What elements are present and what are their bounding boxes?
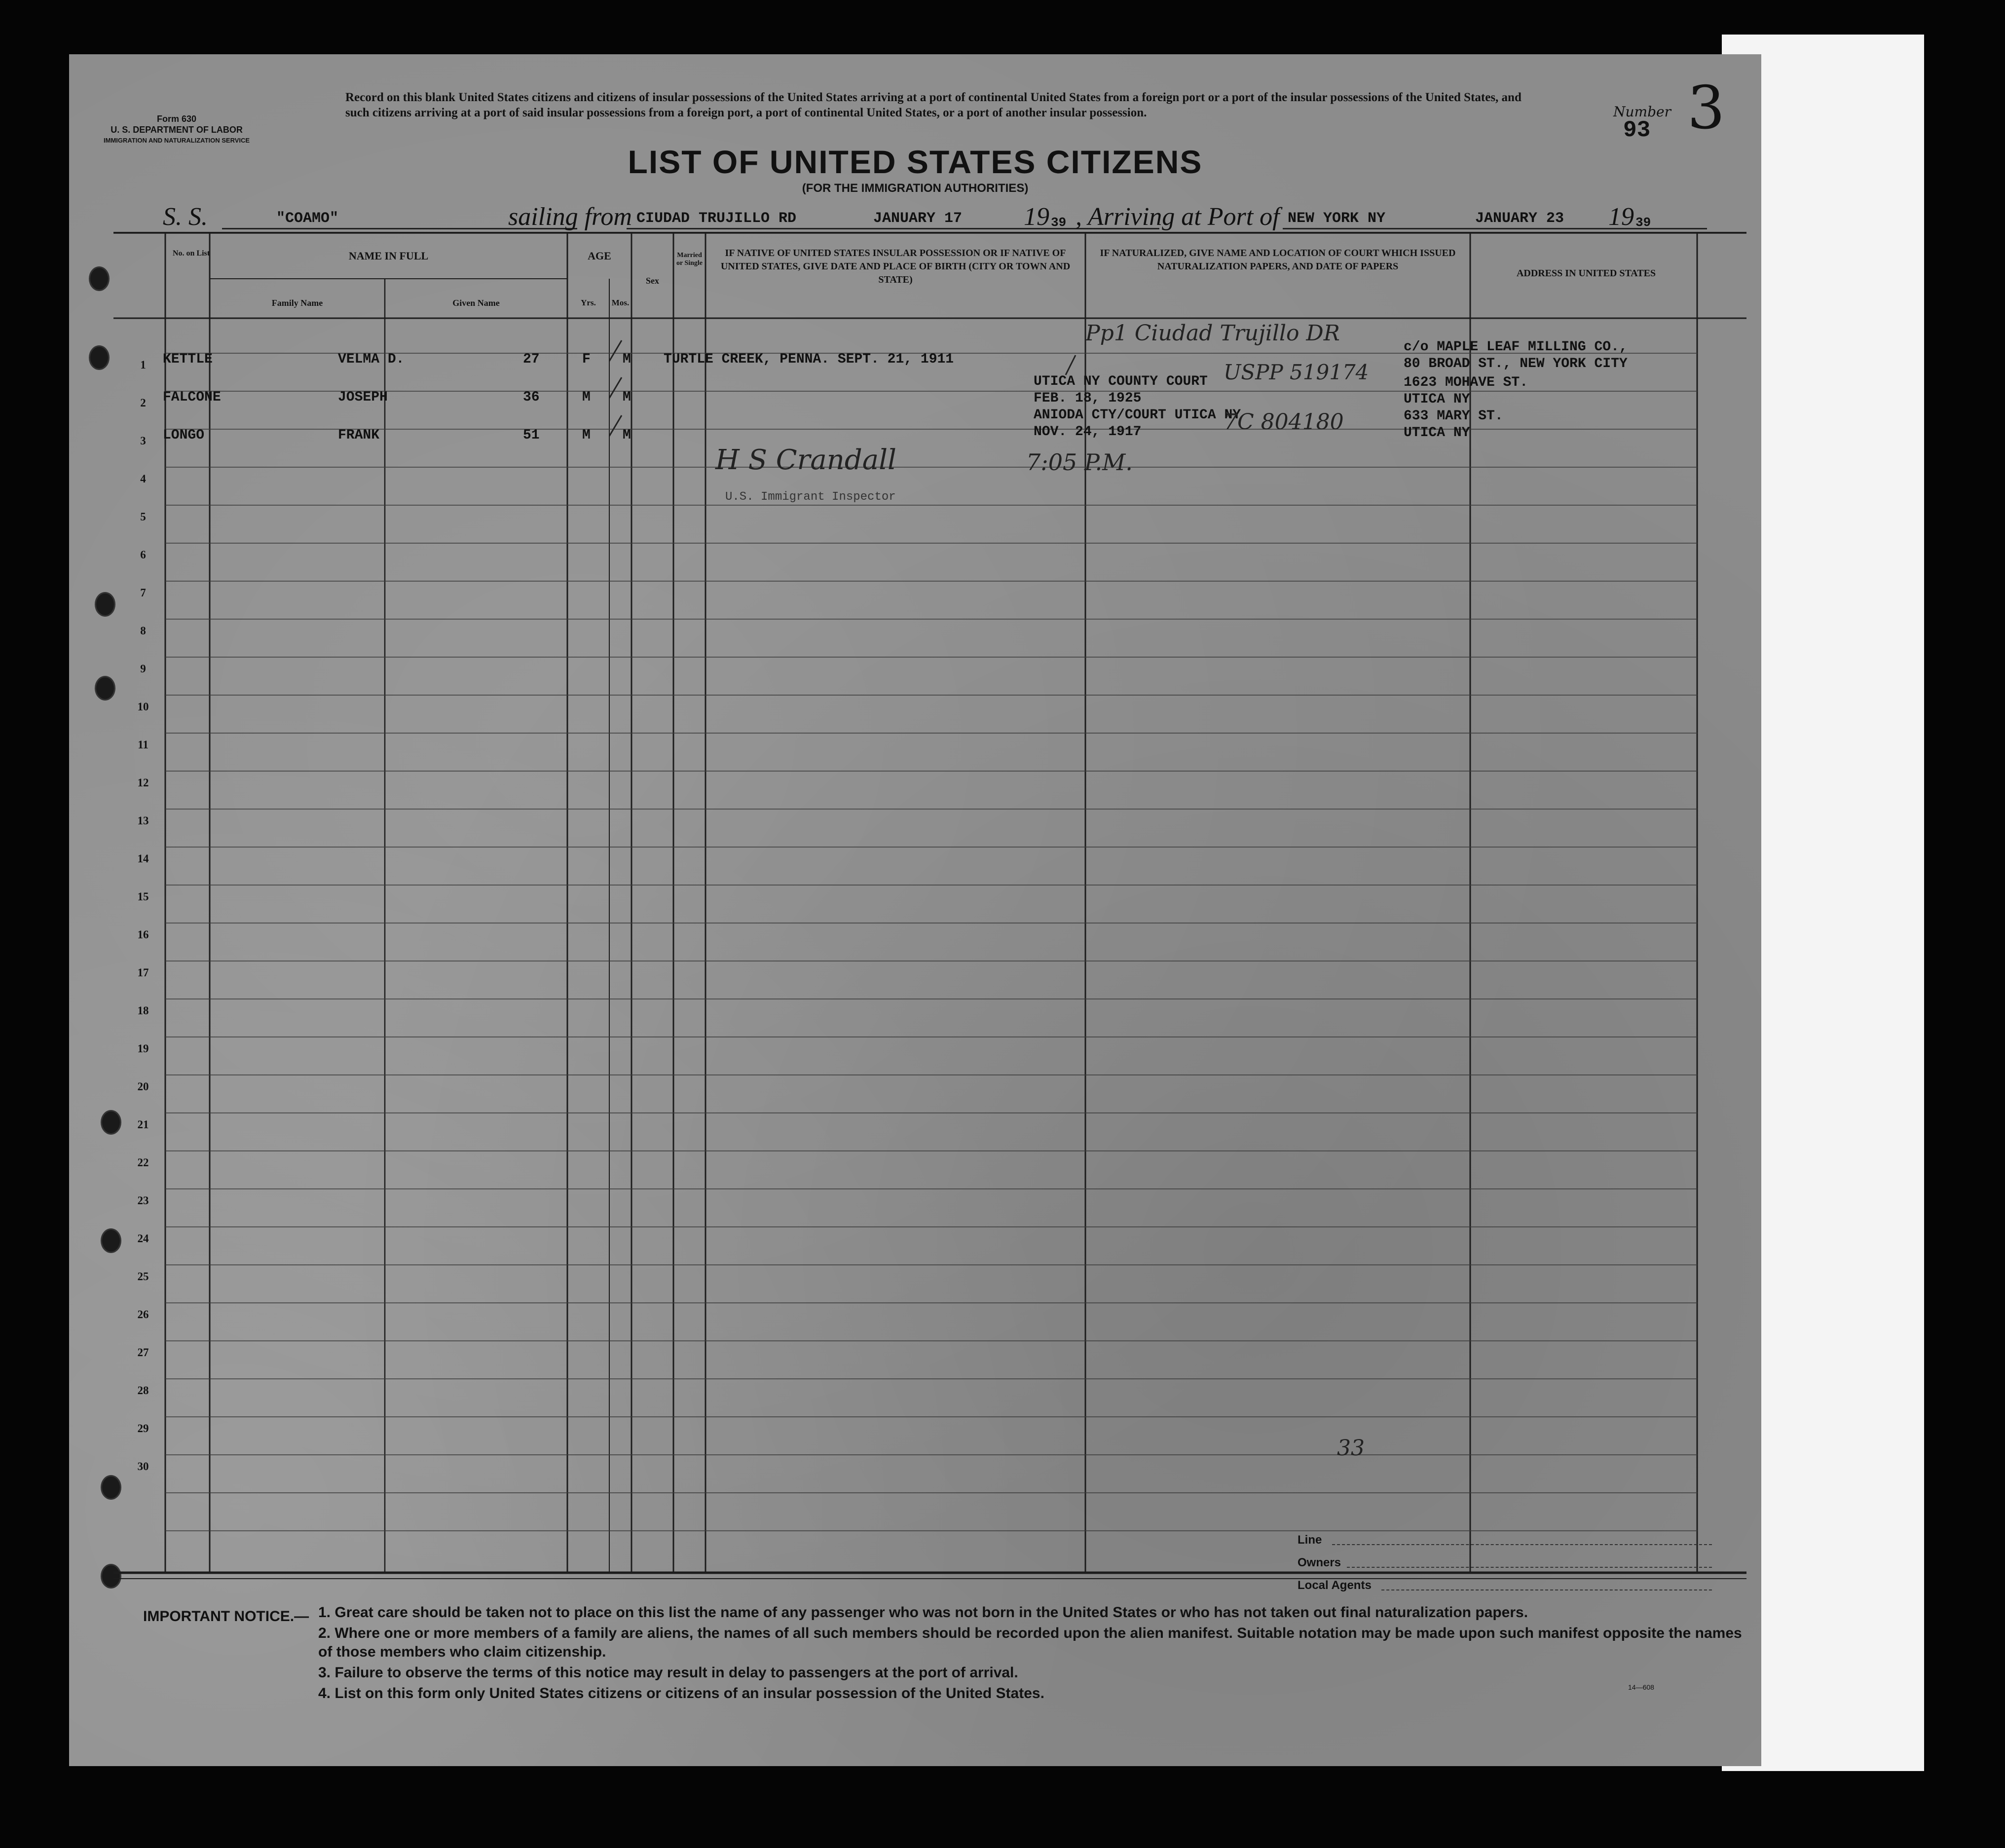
header-family-name: Family Name: [271, 298, 323, 308]
row-number: 4: [140, 473, 146, 485]
row-number: 9: [140, 663, 146, 675]
row-3-handwritten-number: 7C 804180: [1224, 409, 1344, 435]
inspection-time: 7:05 P.M.: [1026, 449, 1133, 476]
row-2-handwritten-number: USPP 519174: [1224, 360, 1369, 384]
ship-name: "COAMO": [276, 210, 339, 227]
header-no-on-list: No. on List: [172, 249, 210, 258]
row-2-papers-date: FEB. 18, 1925: [1034, 391, 1142, 406]
arrival-date: JANUARY 23: [1475, 210, 1564, 227]
punch-hole: [89, 266, 110, 291]
row-1-sex: F: [582, 352, 591, 367]
row-3-papers-date: NOV. 24, 1917: [1034, 424, 1142, 440]
header-married-or-single: Married or Single: [676, 252, 703, 267]
row-2-family-name: FALCONE: [163, 390, 221, 405]
owners-field: [1347, 1567, 1712, 1568]
notice-item-2: 2. Where one or more members of a family are aliens, the names of all such members should be recorded upon the alien manifest. Suitable notation may be made upon such manifest opposite the names of those members who claim citizenship.: [318, 1625, 1742, 1660]
row-number: 13: [137, 814, 149, 827]
row-number: 17: [137, 966, 149, 979]
arrival-port: NEW YORK NY: [1288, 210, 1386, 227]
row-number: 23: [137, 1194, 149, 1207]
page-subtitle: (FOR THE IMMIGRATION AUTHORITIES): [802, 182, 1029, 195]
punch-hole: [89, 345, 110, 370]
row-number: 22: [137, 1156, 149, 1169]
row-number: 2: [140, 397, 146, 409]
row-1-given-name: VELMA D.: [338, 352, 405, 367]
depart-year: 39: [1051, 215, 1067, 230]
row-number: 19: [137, 1042, 149, 1055]
row-number: 27: [137, 1346, 149, 1359]
list-number-typed: 93: [1623, 117, 1651, 143]
header-address: ADDRESS IN UNITED STATES: [1516, 268, 1656, 279]
row-2-court: UTICA NY COUNTY COURT: [1034, 374, 1208, 389]
owners-label: Owners: [1298, 1556, 1341, 1569]
form-identifier: [104, 113, 250, 146]
row-2-age: 36: [523, 390, 540, 405]
department-name: U. S. DEPARTMENT OF LABOR: [111, 125, 243, 135]
row-number: 3: [140, 435, 146, 447]
row-number: 6: [140, 549, 146, 561]
row-number: 14: [137, 852, 149, 865]
header-yrs: Yrs.: [581, 298, 596, 307]
notice-item-4: 4. List on this form only United States citizens or citizens of an insular possession of the United States.: [318, 1685, 1044, 1701]
form-number: Form 630: [157, 114, 197, 124]
row-1-family-name: KETTLE: [163, 352, 213, 367]
local-agents-field: [1381, 1589, 1712, 1590]
page-mark: 33: [1337, 1436, 1365, 1461]
row-2-address-line2: UTICA NY: [1404, 392, 1470, 407]
row-number: 18: [137, 1004, 149, 1017]
row-number: 21: [137, 1118, 149, 1131]
row-3-court: ANIODA CTY/COURT UTICA NY: [1034, 407, 1241, 423]
service-name: IMMIGRATION AND NATURALIZATION SERVICE: [104, 137, 250, 144]
print-code: 14—608: [1628, 1683, 1654, 1691]
page-title: LIST OF UNITED STATES CITIZENS: [628, 144, 1203, 180]
row-number: 11: [138, 739, 149, 751]
header-birth: IF NATIVE OF UNITED STATES INSULAR POSSESSION OR IF NATIVE OF UNITED STATES, GIVE DATE AND PLACE OF BIRTH (CITY OR TOWN AND STATE): [720, 248, 1071, 285]
row-number: 28: [137, 1384, 149, 1397]
row-3-address-line1: 633 MARY ST.: [1404, 408, 1503, 424]
record-instructions: Record on this blank United States citizens and citizens of insular possessions of the United States arriving at a port of continental United States from a foreign port or a port of the insular possessions of the United States, and such citizens arriving at a port of said insular possessions from a foreign port, a port of continental United States, or a port of another insular possession.: [345, 91, 1522, 119]
row-2-marital: M: [623, 390, 631, 405]
sailing-label: sailing from: [508, 203, 632, 231]
punch-hole: [95, 676, 115, 701]
row-1-marital: M: [623, 352, 631, 367]
row-3-age: 51: [523, 428, 540, 443]
row-3-marital: M: [623, 428, 631, 443]
row-number: 16: [137, 928, 149, 941]
row-number: 8: [140, 625, 146, 637]
from-port: CIUDAD TRUJILLO RD: [636, 210, 797, 227]
row-2-sex: M: [582, 390, 591, 405]
row-number: 29: [137, 1422, 149, 1435]
depart-date: JANUARY 17: [873, 210, 963, 227]
row-2-given-name: JOSEPH: [338, 390, 388, 405]
arrival-year-prefix: 19: [1608, 203, 1634, 231]
row-number: 7: [140, 587, 146, 599]
row-number: 25: [137, 1270, 149, 1283]
manifest-page: [69, 54, 1761, 1766]
handwritten-port-note: Pp1 Ciudad Trujillo DR: [1085, 321, 1340, 346]
row-number: 26: [137, 1308, 149, 1321]
inspector-title: U.S. Immigrant Inspector: [725, 490, 896, 504]
row-number: 30: [137, 1460, 149, 1473]
ss-label: S. S.: [163, 203, 208, 231]
inspector-signature: H S Crandall: [715, 444, 896, 476]
row-3-family-name: LONGO: [163, 428, 205, 443]
row-1-address-line2: 80 BROAD ST., NEW YORK CITY: [1404, 356, 1628, 371]
arriving-label: , Arriving at Port of: [1076, 203, 1280, 231]
row-1-age: 27: [523, 352, 540, 367]
header-mos: Mos.: [611, 298, 630, 307]
row-1-address-line1: c/o MAPLE LEAF MILLING CO.,: [1404, 339, 1628, 355]
notice-item-3: 3. Failure to observe the terms of this notice may result in delay to passengers at the port of arrival.: [318, 1664, 1018, 1681]
arrival-year: 39: [1635, 215, 1651, 230]
important-notice-heading: IMPORTANT NOTICE.—: [143, 1608, 309, 1625]
punch-hole: [95, 592, 115, 617]
header-name-in-full: NAME IN FULL: [348, 250, 429, 262]
row-number: 12: [137, 776, 149, 789]
row-number: 5: [140, 511, 146, 523]
row-number: 1: [140, 359, 146, 371]
line-field: [1332, 1544, 1712, 1545]
row-number: 24: [137, 1232, 149, 1245]
row-number: 10: [137, 701, 149, 713]
local-agents-label: Local Agents: [1298, 1579, 1372, 1592]
line-label: Line: [1298, 1533, 1322, 1547]
row-2-address-line1: 1623 MOHAVE ST.: [1404, 375, 1528, 390]
header-age: AGE: [588, 250, 611, 262]
row-number: 20: [137, 1080, 149, 1093]
header-given-name: Given Name: [452, 298, 500, 308]
header-sex: Sex: [646, 276, 659, 286]
row-3-sex: M: [582, 428, 591, 443]
notice-item-1: 1. Great care should be taken not to place on this list the name of any passenger who was not born in the United States or who has not taken out final naturalization papers.: [318, 1604, 1528, 1621]
row-number: 15: [137, 890, 149, 903]
list-number-handwritten: 3: [1687, 74, 1725, 143]
row-1-birth: TURTLE CREEK, PENNA. SEPT. 21, 1911: [664, 352, 954, 367]
header-naturalized: IF NATURALIZED, GIVE NAME AND LOCATION OF COURT WHICH ISSUED NATURALIZATION PAPERS, AND DATE OF PAPERS: [1100, 248, 1456, 272]
number-label: Number: [1613, 104, 1671, 120]
row-3-given-name: FRANK: [338, 428, 380, 443]
depart-year-prefix: 19: [1024, 203, 1049, 231]
row-3-address-line2: UTICA NY: [1404, 425, 1470, 441]
